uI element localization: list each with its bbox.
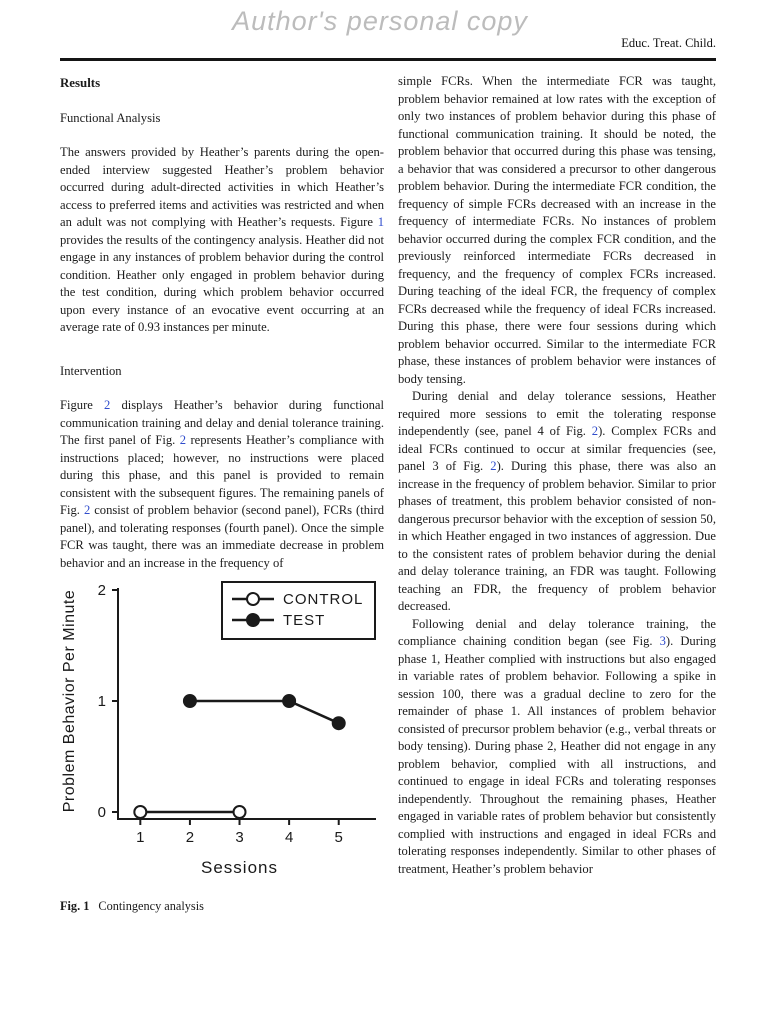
page-content	[60, 73, 716, 915]
figure-1	[60, 578, 384, 915]
y-tick-label: 2	[97, 582, 106, 599]
figure-ref-link[interactable]: 2	[104, 398, 111, 412]
y-tick-label: 1	[97, 693, 106, 710]
subsection-intervention: Intervention	[60, 363, 122, 378]
y-axis-label: Problem Behavior Per Minute	[61, 589, 78, 813]
y-tick-label: 0	[97, 804, 106, 821]
figure-caption-label: Fig. 1	[60, 898, 90, 913]
legend-marker-test	[247, 614, 259, 626]
x-tick-label: 1	[136, 829, 145, 846]
x-tick-label: 5	[334, 829, 343, 846]
header-rule	[60, 58, 716, 61]
paragraph: The answers provided by Heather’s parents during the open-ended interview suggested Heather’s problem behavior occurred during adult-directed activities in which Heather’s access to preferred items and activities was restricted and when an adult was not complying with Heather’s requests. Figure 1 provides the results of the contingency analysis. Heather did not engage in any instances of problem behavior during the control condition. Heather only engaged in problem behavior during the test condition, during which problem behavior occurred upon every instance of an evocative event occurring at an average rate of 0.93 instances per minute.	[60, 145, 384, 334]
x-tick-label: 4	[284, 829, 294, 846]
x-tick-label: 2	[185, 829, 195, 846]
x-tick-label: 3	[235, 829, 244, 846]
figure-ref-link[interactable]: 2	[490, 459, 497, 473]
paragraph: During denial and delay tolerance sessions, Heather required more sessions to emit the tolerating response independently (see, panel 4 of Fig. 2). Complex FCRs and ideal FCRs continued to occur at similar frequencies (see, panel 3 of Fig. 2). During this phase, there was also an increase in the frequency of problem behavior. Similar to prior phases of treatment, this problem behavior consisted of non-dangerous precursor behavior with the exception of session 50, in which Heather engaged in two instances of aggression. Due to the consistent rates of problem behavior during the denial and delay tolerance training, an FDR was taught. Following teaching an FDR, the frequency of problem behavior decreased.	[398, 389, 716, 613]
figure-ref-link[interactable]: 2	[179, 433, 187, 447]
figure-ref-link[interactable]: 2	[83, 503, 91, 517]
left-column	[60, 73, 384, 915]
legend-label: TEST	[283, 612, 326, 629]
legend-label: CONTROL	[283, 591, 364, 608]
figure-caption	[60, 898, 384, 916]
x-axis-label: Sessions	[201, 858, 279, 877]
marker-open-circle-control	[234, 806, 246, 818]
legend-marker-control	[247, 593, 259, 605]
journal-name: Educ. Treat. Child.	[621, 36, 716, 50]
marker-filled-circle-test	[283, 695, 295, 707]
marker-open-circle-control	[134, 806, 146, 818]
paragraph: Figure 2 displays Heather’s behavior during functional communication training and delay and denial tolerance training. The first panel of Fig. 2 represents Heather’s compliance with instructions placed; however, no instructions were placed during this phase, and this panel is provided to remain consistent with the subsequent figures. The remaining panels of Fig. 2 consist of problem behavior (second panel), FCRs (third panel), and tolerating responses (fourth panel). Once the simple FCR was taught, there was an immediate decrease in problem behavior and an increase in the frequency of	[60, 398, 385, 570]
paragraph: Following denial and delay tolerance training, the compliance chaining condition began (see Fig. 3). During phase 1, Heather complied with instructions but also engaged in variable rates of problem behavior. Following a spike in session 100, there was a gradual decline to zero for the remainder of phase 1. All instances of problem behavior consisted of precursor problem behavior (e.g., verbal threats or body tensing). During phase 2, Heather did not engage in any problem behavior, complied with all instructions, and continued to engage in ideal FCRs and tolerating responses independently. Throughout the remaining phases, Heather engaged in variable rates of problem behavior but consistently complied with instructions and engaged in ideal FCRs and tolerating responses independently. Similar to other phases of treatment, Heather’s problem behavior	[398, 616, 716, 876]
right-column	[398, 73, 716, 915]
figure-ref-link[interactable]: 3	[659, 634, 666, 648]
figure-ref-link[interactable]: 2	[591, 424, 599, 438]
series-line-test	[190, 701, 339, 723]
paragraph: simple FCRs. When the intermediate FCR was taught, problem behavior remained at low rates with the exception of only two instances of problem behavior during this phase of functional communication training. It should be noted, the problem behavior that occurred during this phase was tensing, a behavior that was considered a precursor to other dangerous problem behavior. During the intermediate FCR condition, the frequency of simple FCRs decreased with an increase in the frequency of intermediate FCRs. No instances of problem behavior occurred during the complex FCR condition, and the previously reinforced intermediate FCRs decreased in frequency, and the frequency of complex FCRs increased. During teaching of the ideal FCR, the frequency of complex FCRs decreased while the frequency of ideal FCRs increased. During this phase, there were four sessions during which problem behavior occurred. Similar to the intermediate FCR phase, these instances of problem behavior were instances of body tensing.	[398, 74, 716, 386]
section-heading-results: Results	[60, 76, 101, 90]
watermark: Author's personal copy	[232, 6, 528, 36]
subsection-functional-analysis: Functional Analysis	[60, 110, 161, 125]
marker-filled-circle-test	[184, 695, 196, 707]
marker-filled-circle-test	[333, 717, 345, 729]
contingency-analysis-chart	[60, 578, 390, 890]
figure-ref-link[interactable]: 1	[377, 215, 384, 229]
figure-caption-text: Contingency analysis	[98, 898, 204, 913]
